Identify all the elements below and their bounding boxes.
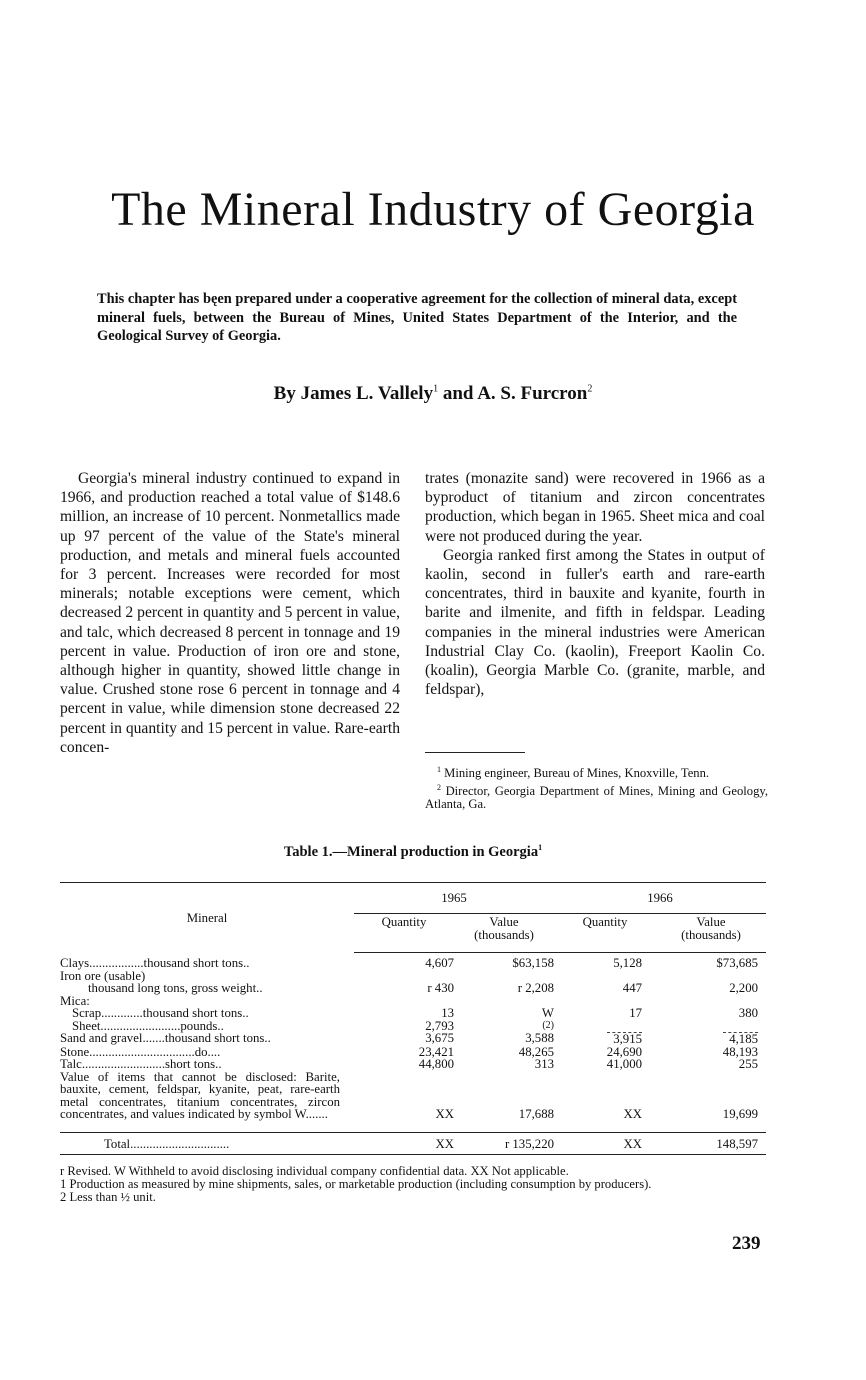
cell: 17 — [629, 1006, 642, 1020]
row-label: Talc..........................short tons.. — [60, 1057, 222, 1071]
byline — [0, 383, 866, 405]
footnote-text: Mining engineer, Bureau of Mines, Knoxville, Tenn. — [444, 766, 710, 781]
row-label: Clays.................thousand short tons.. — [60, 955, 250, 970]
row-label: Iron ore (usable) — [60, 968, 146, 983]
cell: 19,699 — [722, 1107, 758, 1121]
author-footnotes — [425, 763, 768, 812]
cell: r 135,220 — [454, 1132, 554, 1155]
col-year-1966: 1966 — [554, 883, 766, 914]
cell: 447 — [622, 981, 642, 995]
footnote-ref: 1 — [437, 765, 441, 774]
table-row — [60, 982, 766, 995]
col-value-unit: (thousands) — [474, 927, 534, 942]
author-2-ref: 2 — [587, 383, 593, 395]
row-label: Stone.................................do.... — [60, 1044, 221, 1059]
cell: 17,688 — [518, 1107, 554, 1121]
cell: 23,421 — [418, 1044, 454, 1059]
cell: W — [541, 1006, 554, 1020]
table-row — [60, 953, 766, 970]
row-label: Total............................... — [60, 1132, 354, 1155]
cell: 44,800 — [418, 1057, 454, 1071]
col-value-label: Value — [696, 915, 726, 929]
table-note: r Revised. W Withheld to avoid disclosing individual company confidential data. XX Not applicable. — [60, 1164, 569, 1178]
table-row — [60, 1032, 766, 1046]
cell: XX — [623, 1107, 642, 1121]
table-row — [60, 1058, 766, 1071]
cell: 3,675 — [425, 1031, 454, 1045]
body-paragraph: Georgia's mineral industry continued to expand in 1966, and production reached a total value of $148.6 million, an increase of 10 percent. Nonmetallics made up 97 percent of the value of the State's mineral production, and metals and mineral fuels accounted for 3 percent. Increases were recorded for most minerals; notable exceptions were cement, which decreased 2 percent in quantity and 5 percent in value, and talc, which decreased 8 percent in tonnage and 19 percent in value. Production of iron ore and stone, although higher in quantity, showed little change in value. Crushed stone rose 6 percent in tonnage and 4 percent in value, while dimension stone decreased 22 percent in quantity and 15 percent in value. Rare-earth concen- — [60, 470, 400, 756]
col-value-1966 — [656, 914, 766, 953]
body-paragraph: trates (monazite sand) were recovered in 1966 as a byproduct of titanium and zircon concentrates production, which began in 1965. Sheet mica and coal were not produced during the year. — [425, 470, 765, 545]
footnote — [425, 781, 768, 812]
table-row-total — [60, 1132, 766, 1155]
row-label: thousand long tons, gross weight.. — [88, 981, 263, 995]
col-year-1965: 1965 — [354, 883, 554, 914]
cell: 148,597 — [656, 1132, 766, 1155]
col-quantity-1966: Quantity — [554, 914, 656, 953]
table-row — [60, 1071, 766, 1121]
cell: 13 — [441, 1006, 454, 1020]
col-mineral: Mineral — [60, 883, 354, 953]
cell: 313 — [534, 1057, 554, 1071]
cell: 48,265 — [518, 1044, 554, 1059]
footnote-ref: 2 — [437, 782, 441, 792]
body-column-left — [60, 469, 400, 757]
row-label: Sheet.........................pounds.. — [72, 1018, 224, 1033]
footnote-text: Director, Georgia Department of Mines, Mining and Geology, Atlanta, Ga. — [425, 783, 769, 812]
mineral-production-table — [60, 882, 766, 1155]
page-number: 239 — [732, 1233, 761, 1254]
footnote-divider — [425, 752, 525, 753]
cell: r 430 — [427, 981, 454, 995]
cell: 4,185 — [723, 1032, 758, 1046]
intro-note: This chapter has bęen prepared under a cooperative agreement for the collection of mineral data, except mineral fuels, between the Bureau of Mines, United States Department of the Interior, and the Geological Survey of Georgia. — [97, 291, 737, 344]
cell: $73,685 — [716, 956, 758, 970]
author-2: A. S. Furcron — [477, 383, 588, 404]
cell: 2,793 — [425, 1018, 454, 1033]
table-note: 1 Production as measured by mine shipments, sales, or marketable production (including consumption by producers). — [60, 1177, 652, 1191]
body-column-right — [425, 469, 765, 699]
col-value-label: Value — [489, 915, 519, 929]
page-title: The Mineral Industry of Georgia — [111, 183, 755, 236]
cell: 5,128 — [613, 956, 642, 970]
cell: XX — [554, 1132, 656, 1155]
cell: XX — [435, 1107, 454, 1121]
cell: r 2,208 — [517, 981, 554, 995]
cell — [554, 1020, 656, 1033]
cell: 2,200 — [729, 981, 758, 995]
cell: 3,915 — [607, 1032, 642, 1046]
table-caption-ref: 1 — [538, 843, 543, 852]
author-1: James L. Vallely — [300, 383, 434, 404]
table-caption-text: Table 1.—Mineral production in Georgia — [283, 843, 539, 860]
author-1-ref: 1 — [433, 383, 439, 395]
col-quantity-1965: Quantity — [354, 914, 454, 953]
row-label: Scrap.............thousand short tons.. — [72, 1006, 249, 1020]
table-note: 2 Less than ½ unit. — [60, 1190, 156, 1204]
cell: 48,193 — [722, 1044, 758, 1059]
cell: 24,690 — [606, 1044, 642, 1059]
byline-prefix: By — [273, 383, 296, 404]
row-label: Mica: — [60, 993, 90, 1008]
table-notes — [60, 1165, 766, 1204]
body-paragraph: Georgia ranked first among the States in output of kaolin, second in fuller's earth and rare-earth concentrates, third in bauxite and kyanite, fourth in barite and ilmenite, and fifth in feldspar. Leading companies in the mineral industries were American Industrial Clay Co. (kaolin), Freeport Kaolin Co. (koalin), Georgia Marble Co. (granite, marble, and feldspar), — [425, 546, 765, 699]
cell: (2) — [542, 1019, 554, 1031]
table-row — [60, 1007, 766, 1020]
cell: XX — [354, 1132, 454, 1155]
row-label: Sand and gravel.......thousand short tons.. — [60, 1031, 271, 1045]
cell: 4,607 — [425, 956, 454, 970]
cell: 3,588 — [525, 1031, 554, 1045]
row-label: Value of items that cannot be disclosed: Barite, bauxite, cement, feldspar, kyanite, peat, rare-earth metal concentrates, titanium concentrates, zircon concentrates, and values indicated by symbol W....... — [60, 1069, 340, 1121]
table-caption — [0, 843, 826, 861]
cell: 41,000 — [606, 1057, 642, 1071]
cell — [656, 1020, 766, 1033]
footnote — [425, 763, 768, 781]
byline-joiner: and — [442, 383, 474, 404]
cell: 380 — [738, 1006, 758, 1020]
cell: $63,158 — [512, 956, 554, 970]
col-value-unit: (thousands) — [681, 927, 741, 942]
col-value-1965 — [454, 914, 554, 953]
cell: 255 — [738, 1057, 758, 1071]
